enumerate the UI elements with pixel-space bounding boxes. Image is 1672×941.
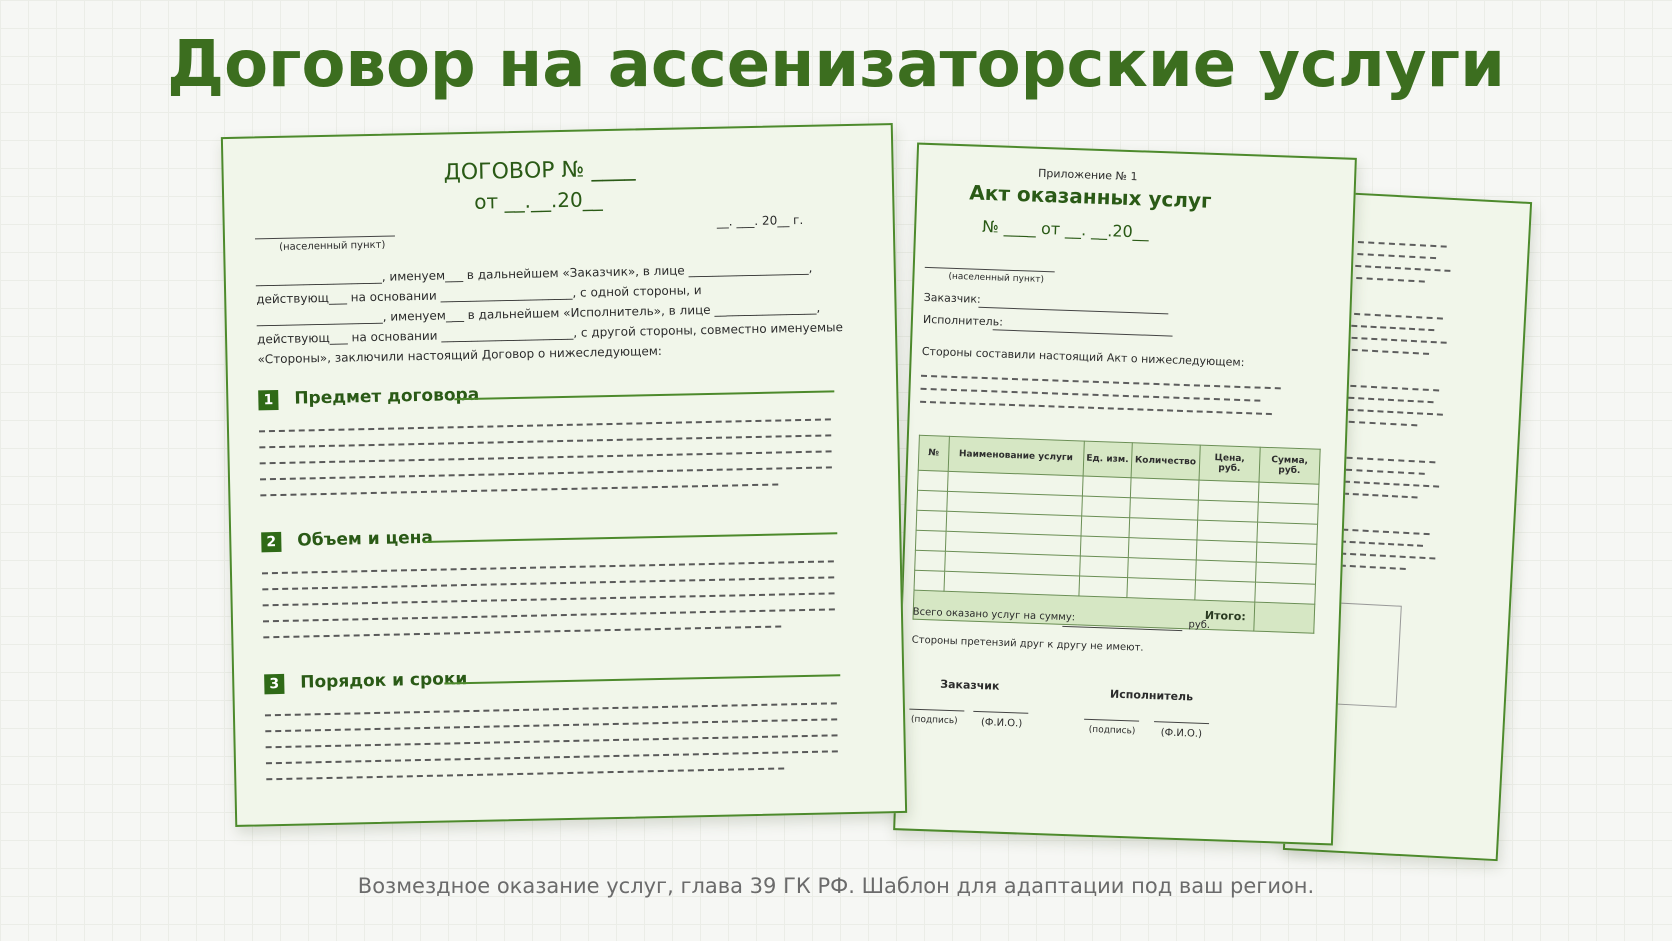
preamble-line-1: _____________________, именуем___ в дальнейшем «Заказчик», в лице ____________________, [255,260,813,287]
col-service-name: Наименование услуги [948,436,1084,476]
contract-document-sheet [221,123,907,827]
sum-text: Всего оказано услуг на сумму: [912,606,1076,624]
appendix-label: Приложение № 1 [1037,166,1138,184]
page-title: Договор на ассенизаторские услуги [167,28,1505,102]
sign-customer-label: Заказчик [940,677,1000,693]
act-intro: Стороны составили настоящий Акт о нижеследующем: [921,344,1245,370]
act-executor-label: Исполнитель: [922,312,1004,329]
contract-place-label: (населенный пункт) [279,239,386,253]
section-1-title: Предмет договора [294,384,480,409]
act-customer-label: Заказчик: [923,290,981,306]
preamble-line-2: действующ___ на основании ______________________, с одной стороны, и [256,283,702,307]
col-number: № [918,435,949,471]
caption: Возмездное оказание услуг, глава 39 ГК РФ. Шаблон для адаптации под ваш регион. [357,874,1315,898]
act-place-label: (населенный пункт) [948,271,1045,286]
customer-signature-label: (подпись) [910,714,958,727]
executor-fio-label: (Ф.И.О.) [1160,727,1203,740]
act-number-line: № ____ от __. __.20__ [981,216,1150,242]
customer-fio-label: (Ф.И.О.) [980,717,1023,730]
col-price: Цена, руб. [1199,445,1260,482]
col-unit: Ед. изм. [1083,441,1132,478]
act-services-table [912,435,1320,634]
section-3-title: Порядок и сроки [300,669,468,693]
preamble-line-4: действующ___ на основании ______________________, с другой стороны, совместно именуемые [256,320,844,347]
section-3-number: 3 [264,674,284,694]
contract-date-line: от __.__.20__ [474,187,603,214]
sign-executor-label: Исполнитель [1109,687,1194,704]
preamble-line-5: «Стороны», заключили настоящий Договор о нижеследующем: [257,343,663,367]
no-claims-text: Стороны претензий друг к другу не имеют. [911,634,1144,654]
col-sum: Сумма, руб. [1259,447,1320,484]
total-label: Итого: [913,590,1255,631]
executor-signature-label: (подпись) [1088,724,1136,737]
section-2-number: 2 [261,532,281,552]
section-1-number: 1 [258,390,278,410]
section-2-title: Объем и цена [297,527,434,551]
contract-date-right: __. ___. 20__ г. [716,212,804,229]
act-document-sheet [893,143,1357,846]
act-heading: Акт оказанных услуг [969,180,1212,213]
contract-heading: ДОГОВОР № ____ [443,156,636,186]
sum-unit: руб. [1188,619,1211,632]
col-quantity: Количество [1131,443,1200,480]
preamble-line-3: _____________________, именуем___ в дальнейшем «Исполнитель», в лице _________________, [256,300,821,327]
